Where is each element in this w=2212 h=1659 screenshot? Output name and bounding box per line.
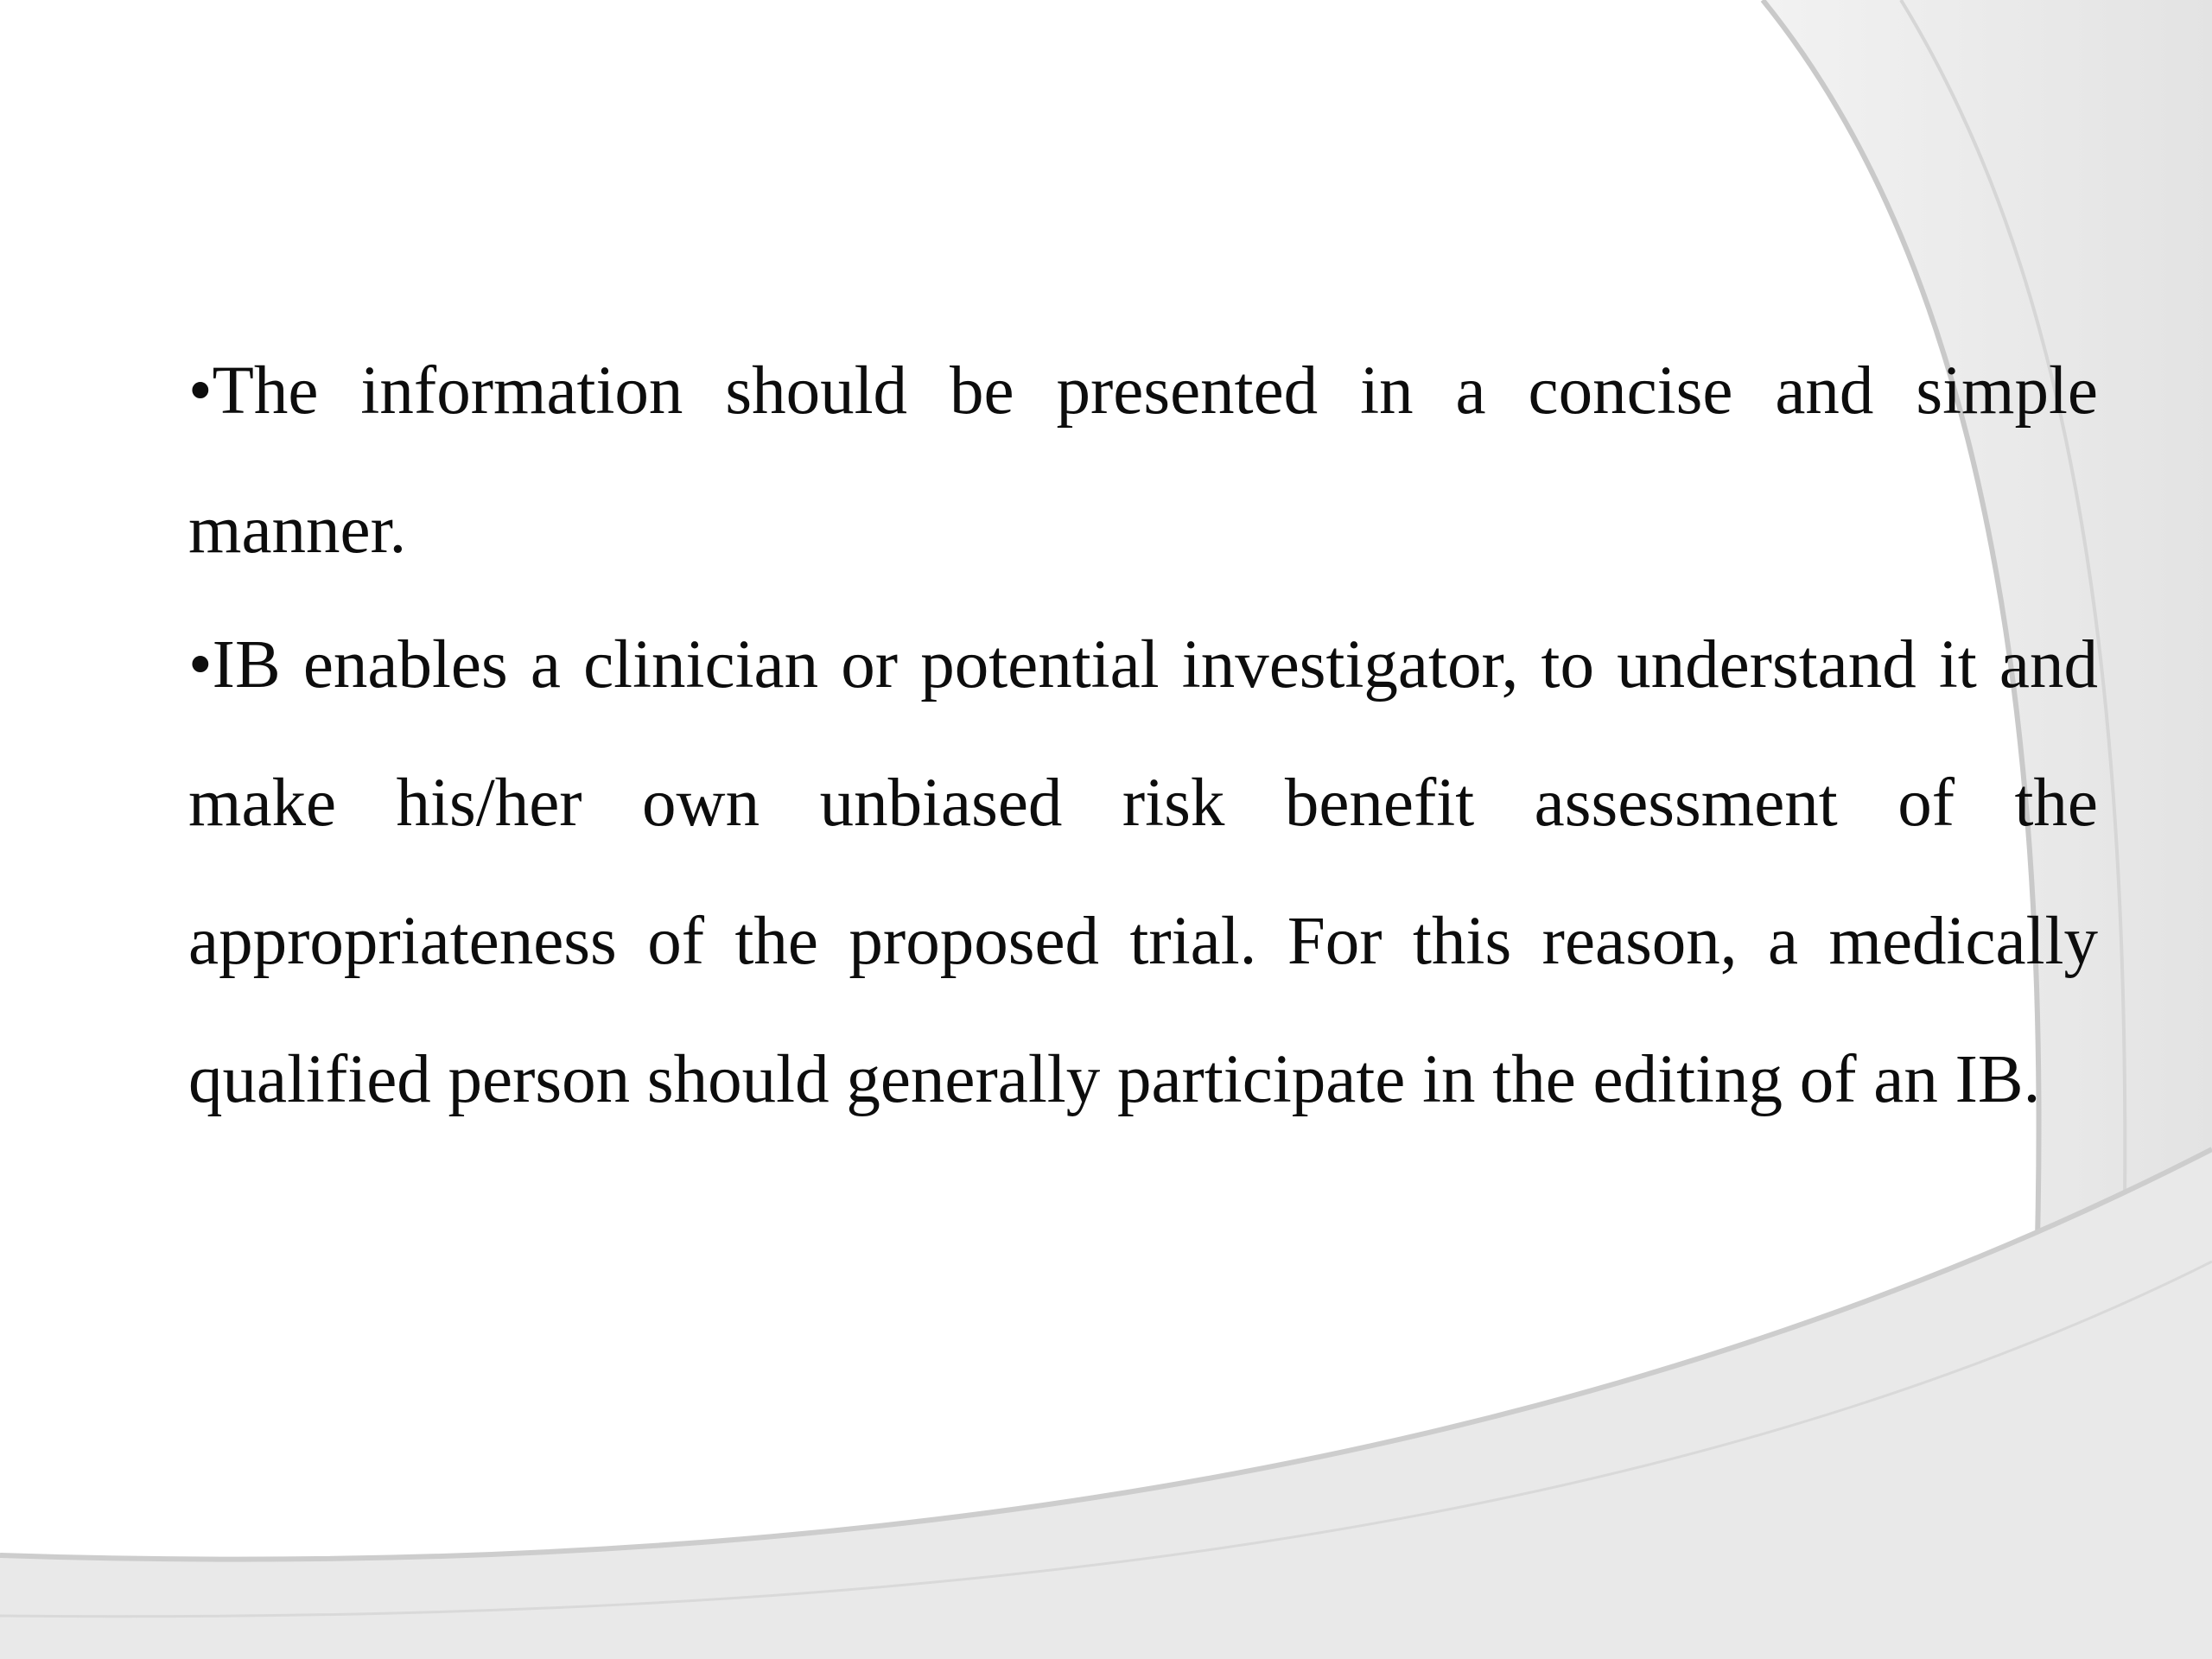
bottom-band-shape: [0, 1149, 2212, 1659]
bullet-paragraph: [188, 321, 2098, 600]
bullet-text: IB enables a clinician or potential investigator, to understand it and make his/her own unbiased risk benefit assessment of the appropriateness of the proposed trial. For this reason, a medically qualified person should generally participate in the editing of an IB.: [188, 627, 2098, 1117]
bullet-text: The information should be presented in a concise and simple manner.: [188, 353, 2098, 568]
bullet-marker: •: [188, 627, 213, 702]
bullet-marker: •: [188, 353, 213, 429]
slide-body-text: [188, 321, 2098, 1149]
bullet-paragraph: [188, 596, 2098, 1149]
